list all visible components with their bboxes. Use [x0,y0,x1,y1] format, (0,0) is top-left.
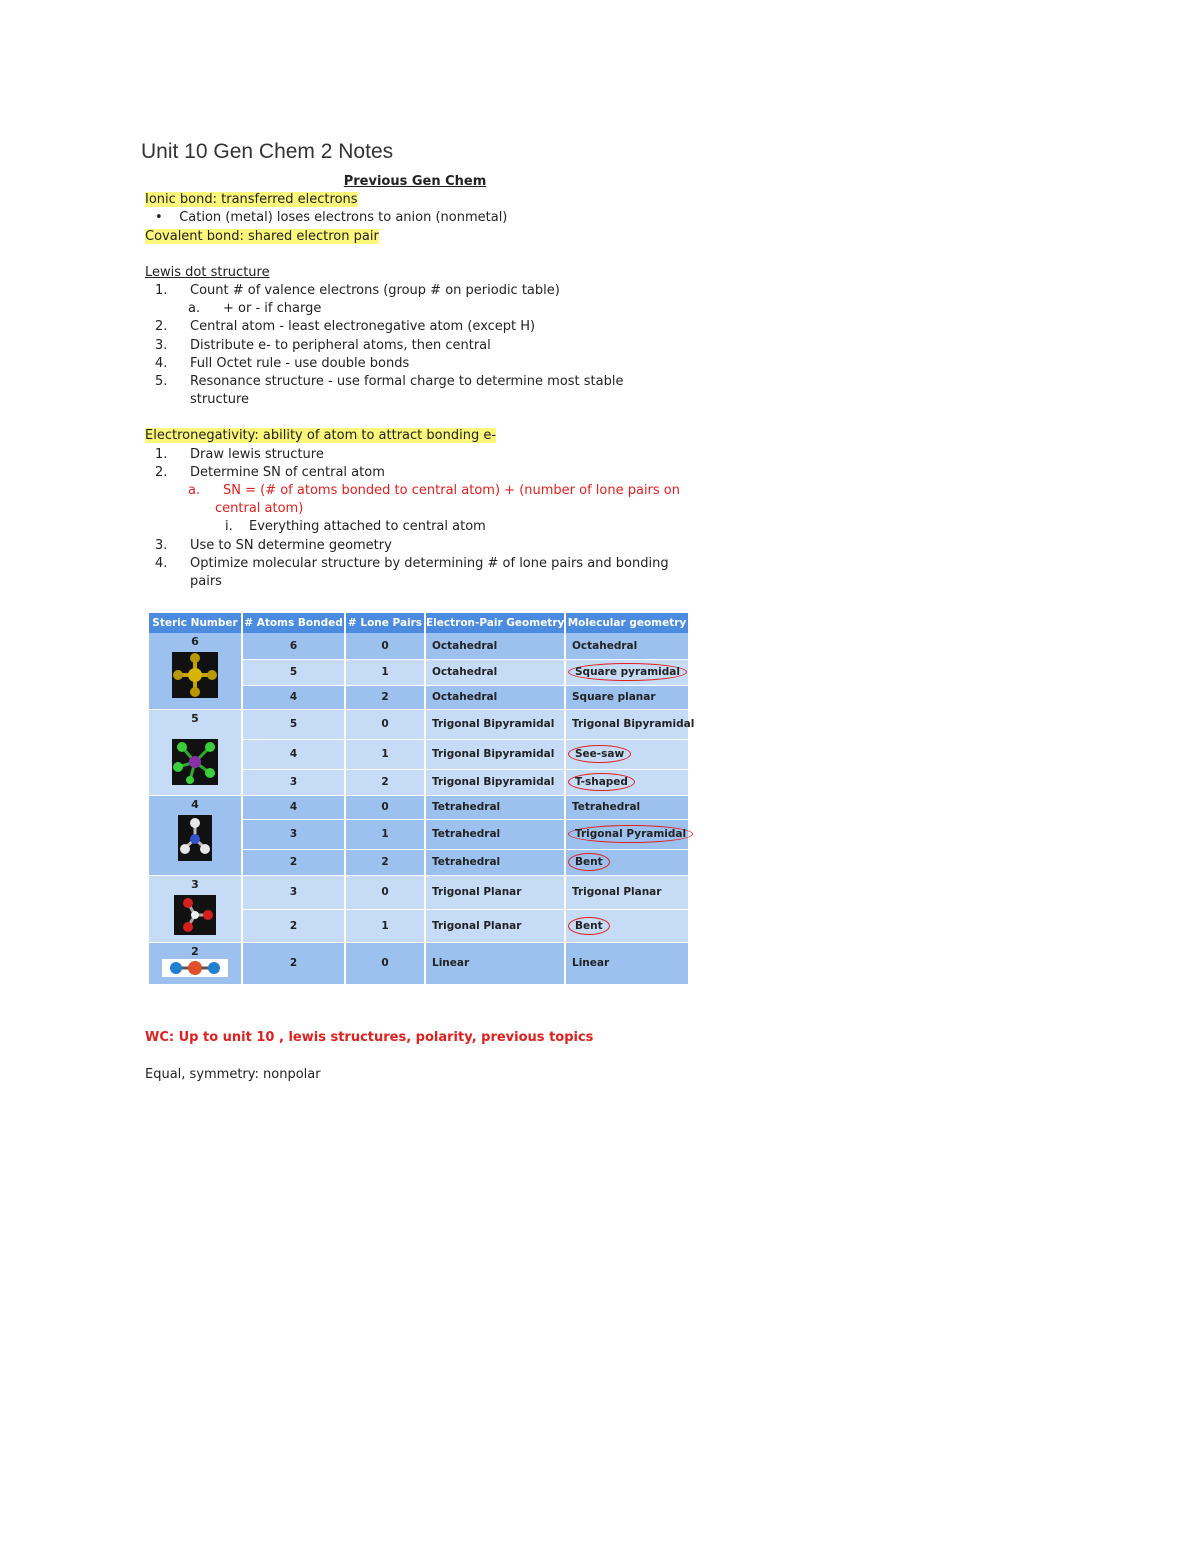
table-cell: 5 [242,709,345,739]
table-row [149,795,689,819]
col-molecular-geometry: Molecular geometry [565,613,689,633]
steric-cell-6: 6 [149,633,242,709]
table-cell: Tetrahedral [425,819,565,849]
table-row [149,633,689,659]
en-step-4-cont: pairs [190,574,222,590]
tetrahedral-molecule-image [178,815,212,861]
table-cell: 3 [242,819,345,849]
trigonal-planar-molecule-image [174,895,216,935]
covalent-bond-note: Covalent bond: shared electron pair [145,228,379,244]
table-cell: Octahedral [425,633,565,659]
table-cell: Tetrahedral [425,849,565,875]
table-row [149,709,689,739]
table-cell [565,819,689,849]
trigonal-bipyramidal-molecule-image [172,739,218,785]
steric-cell-5: 5 [149,709,242,795]
lewis-step-3: 3. Distribute e- to peripheral atoms, then central [155,337,491,353]
table-cell: 0 [345,795,425,819]
table-row [149,942,689,984]
table-cell: 2 [242,942,345,984]
lewis-step-4: 4. Full Octet rule - use double bonds [155,355,410,371]
table-cell [565,769,689,795]
circled-bent-tetrahedral: Bent [568,853,610,871]
ionic-bond-note: Ionic bond: transferred electrons [145,192,358,208]
lewis-step-1: 1. Count # of valence electrons (group # on periodic table) [155,283,560,299]
circled-see-saw: See-saw [568,745,631,763]
table-cell: 0 [345,942,425,984]
en-step-2a-i: i. Everything attached to central atom [225,519,486,535]
table-cell: 4 [242,739,345,769]
table-cell: 2 [345,849,425,875]
lewis-step-5-cont: structure [190,392,249,408]
col-atoms-bonded: # Atoms Bonded [242,613,345,633]
table-header-row [149,613,689,633]
page-title: Unit 10 Gen Chem 2 Notes [141,140,394,163]
table-cell: 2 [242,909,345,942]
linear-molecule-image [162,959,228,977]
section-heading: Previous Gen Chem [343,174,487,189]
en-step-2a: a. SN = (# of atoms bonded to central atom) + (number of lone pairs on [188,483,680,499]
table-cell: Trigonal Planar [425,909,565,942]
table-cell: Trigonal Planar [425,875,565,909]
table-cell: 2 [242,849,345,875]
table-cell: 1 [345,909,425,942]
table-cell: Linear [425,942,565,984]
table-cell: Octahedral [425,685,565,709]
table-row [149,875,689,909]
table-cell: 0 [345,875,425,909]
table-cell: 1 [345,659,425,685]
lewis-heading: Lewis dot structure [145,264,270,280]
lewis-step-2: 2. Central atom - least electronegative atom (except H) [155,319,536,335]
table-cell: Tetrahedral [565,795,689,819]
table-cell: 0 [345,633,425,659]
col-steric-number: Steric Number [149,613,242,633]
col-lone-pairs: # Lone Pairs [345,613,425,633]
equal-symmetry-note: Equal, symmetry: nonpolar [145,1067,321,1082]
en-step-2a-cont: central atom) [215,501,304,517]
cation-bullet: • Cation (metal) loses electrons to anion (nonmetal) [155,210,508,226]
notes-body [145,173,705,591]
table-cell: 4 [242,685,345,709]
en-step-1: 1. Draw lewis structure [155,446,324,462]
table-cell [565,849,689,875]
lewis-step-5: 5. Resonance structure - use formal charge to determine most stable [155,374,624,390]
table-cell: Trigonal Bipyramidal [565,709,689,739]
steric-cell-3: 3 [149,875,242,942]
table-cell: 5 [242,659,345,685]
table-cell: Trigonal Bipyramidal [425,739,565,769]
wc-note: WC: Up to unit 10 , lewis structures, polarity, previous topics [145,1030,594,1045]
circled-square-pyramidal: Square pyramidal [568,663,687,681]
steric-cell-4: 4 [149,795,242,875]
table-cell: Square planar [565,685,689,709]
octahedral-molecule-image [172,652,218,698]
en-step-2: 2. Determine SN of central atom [155,464,385,480]
table-cell: 2 [345,685,425,709]
circled-trigonal-pyramidal: Trigonal Pyramidal [568,825,693,843]
table-cell: 4 [242,795,345,819]
en-step-4: 4. Optimize molecular structure by determining # of lone pairs and bonding [155,555,669,571]
table-cell [565,659,689,685]
table-cell: Tetrahedral [425,795,565,819]
table-cell: Octahedral [425,659,565,685]
circled-t-shaped: T-shaped [568,773,635,791]
table-cell: Octahedral [565,633,689,659]
table-cell: 6 [242,633,345,659]
table-cell: 3 [242,875,345,909]
steric-cell-2: 2 [149,942,242,984]
vsepr-table [149,613,695,985]
table-cell: 0 [345,709,425,739]
table-cell: Trigonal Bipyramidal [425,769,565,795]
table-cell: 1 [345,739,425,769]
lewis-step-1a: a. + or - if charge [188,301,322,317]
table-cell [565,739,689,769]
circled-bent-trigonal: Bent [568,917,610,935]
table-cell: 2 [345,769,425,795]
table-cell: Trigonal Bipyramidal [425,709,565,739]
table-cell: Trigonal Planar [565,875,689,909]
en-step-3: 3. Use to SN determine geometry [155,537,392,553]
table-cell: 3 [242,769,345,795]
table-cell: 1 [345,819,425,849]
col-electron-pair-geometry: Electron-Pair Geometry [425,613,565,633]
table-cell: Linear [565,942,689,984]
electronegativity-heading: Electronegativity: ability of atom to attract bonding e- [145,428,497,444]
table-cell [565,909,689,942]
